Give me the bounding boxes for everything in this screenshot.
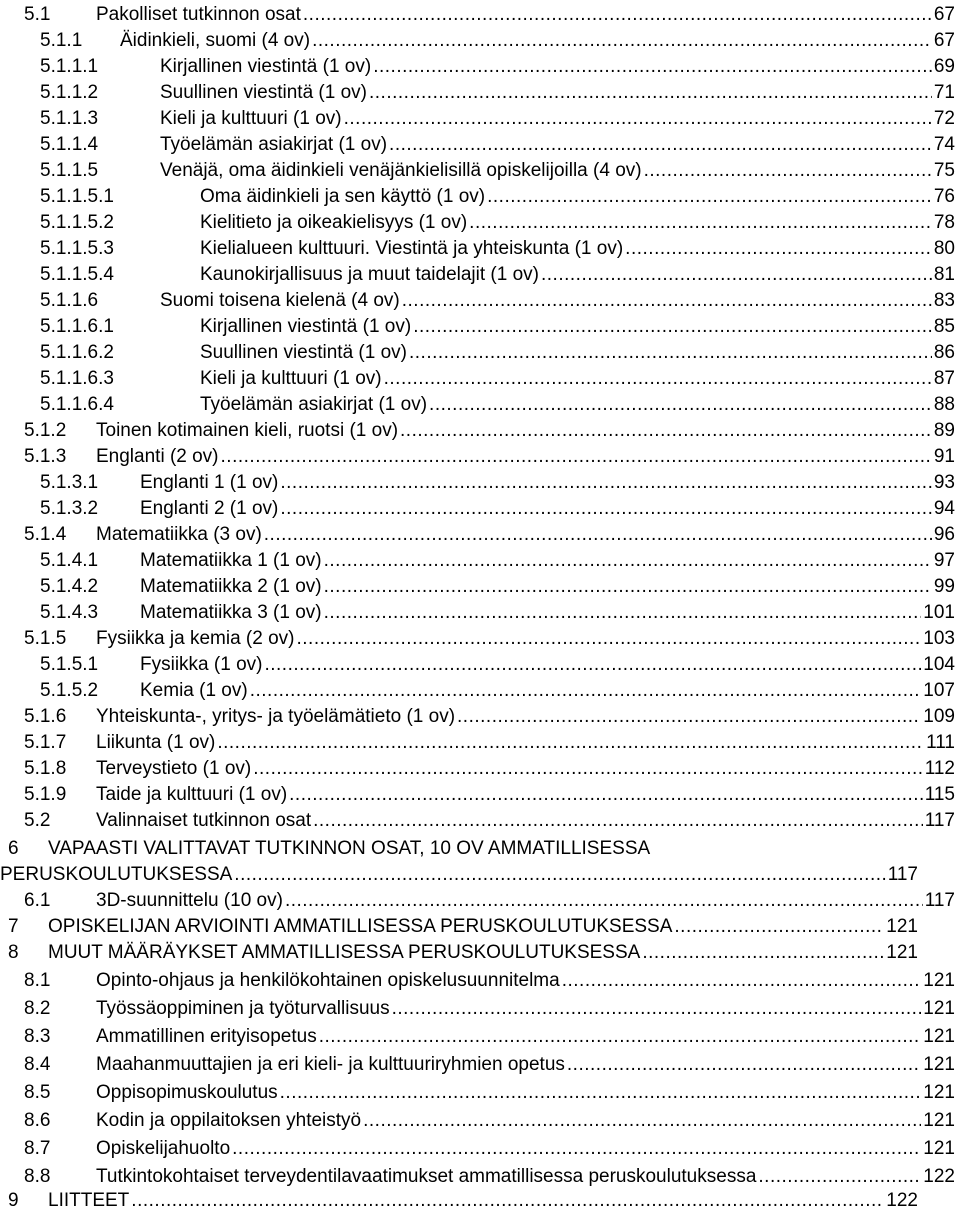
toc-entry-title: Kirjallinen viestintä (1 ov) [200, 316, 412, 337]
dot-leader [319, 1024, 922, 1050]
toc-entry-title: Englanti 1 (1 ov) [140, 472, 279, 493]
toc-entry-page-number: 93 [933, 472, 955, 493]
toc-entry-title: Oma äidinkieli ja sen käyttö (1 ov) [200, 186, 486, 207]
toc-entry-page-number: 99 [933, 576, 955, 597]
toc-entry-number: 5.2 [24, 810, 51, 831]
toc-entry-number: 8.1 [24, 970, 51, 991]
toc-entry[interactable] [0, 496, 955, 522]
toc-entry-page-number: 101 [923, 602, 955, 623]
dot-leader [402, 288, 932, 314]
toc-entry[interactable] [0, 836, 955, 862]
toc-entry-title: LIITTEET [48, 1190, 130, 1211]
toc-entry-page-number: 71 [933, 82, 955, 103]
toc-entry-number: 5.1.1.5.2 [40, 212, 114, 233]
dot-leader [541, 262, 932, 288]
toc-entry[interactable] [0, 1136, 955, 1162]
dot-leader [234, 862, 885, 888]
toc-entry[interactable] [0, 314, 955, 340]
dot-leader [221, 444, 932, 470]
toc-entry-number: 5.1.3 [24, 446, 67, 467]
toc-entry-number: 7 [8, 916, 19, 937]
dot-leader [674, 914, 884, 940]
toc-entry[interactable] [0, 940, 918, 966]
toc-entry-page-number: 121 [923, 970, 955, 991]
toc-entry[interactable] [0, 418, 955, 444]
toc-entry-number: 5.1.5.1 [40, 654, 99, 675]
toc-entry[interactable] [0, 548, 955, 574]
toc-entry-page-number: 122 [886, 1190, 918, 1211]
toc-entry-title: Ammatillinen erityisopetus [96, 1026, 317, 1047]
toc-entry-title: Kaunokirjallisuus ja muut taidelajit (1 ov) [200, 264, 539, 285]
toc-entry[interactable] [0, 132, 955, 158]
toc-entry-page-number: 121 [923, 998, 955, 1019]
dot-leader [232, 1136, 921, 1162]
toc-entry-title: PERUSKOULUTUKSESSA [0, 864, 233, 885]
dot-leader [250, 678, 922, 704]
toc-entry-page-number: 121 [923, 1082, 955, 1103]
toc-entry-page-number: 121 [886, 916, 918, 937]
toc-entry-page-number: 75 [933, 160, 955, 181]
toc-entry-number: 5.1.7 [24, 732, 67, 753]
toc-entry[interactable] [0, 184, 955, 210]
toc-entry-number: 5.1.1.1 [40, 56, 99, 77]
toc-entry-page-number: 109 [923, 706, 955, 727]
toc-entry-title: MUUT MÄÄRÄYKSET AMMATILLISESSA PERUSKOULUTUKSESSA [48, 942, 641, 963]
toc-entry-page-number: 69 [933, 56, 955, 77]
toc-entry[interactable] [0, 522, 955, 548]
dot-leader [389, 132, 932, 158]
toc-entry-page-number: 117 [887, 864, 918, 885]
toc-entry[interactable] [0, 366, 955, 392]
toc-entry-number: 5.1.8 [24, 758, 67, 779]
toc-entry-page-number: 78 [933, 212, 955, 233]
toc-entry-number: 6 [8, 838, 19, 859]
dot-leader [303, 2, 932, 28]
toc-entry-page-number: 80 [933, 238, 955, 259]
toc-entry-title: 3D-suunnittelu (10 ov) [96, 890, 283, 911]
toc-entry-page-number: 74 [933, 134, 955, 155]
toc-entry-title: Kieli ja kulttuuri (1 ov) [160, 108, 342, 129]
toc-entry-title: VAPAASTI VALITTAVAT TUTKINNON OSAT, 10 OV AMMATILLISESSA [48, 838, 651, 859]
toc-entry[interactable] [0, 968, 955, 994]
dot-leader [324, 574, 932, 600]
toc-entry-number: 5.1.1.5 [40, 160, 99, 181]
toc-entry[interactable] [0, 80, 955, 106]
dot-leader [457, 704, 921, 730]
toc-entry-number: 5.1.1.4 [40, 134, 99, 155]
toc-entry[interactable] [0, 54, 955, 80]
toc-entry-number: 5.1.6 [24, 706, 67, 727]
toc-entry-title: Työelämän asiakirjat (1 ov) [200, 394, 428, 415]
dot-leader [253, 756, 922, 782]
toc-entry-page-number: 83 [933, 290, 955, 311]
dot-leader [758, 1164, 921, 1190]
toc-entry-number: 5.1.1.5.3 [40, 238, 114, 259]
toc-entry-page-number: 121 [923, 1138, 955, 1159]
toc-entry[interactable] [0, 808, 955, 834]
toc-entry[interactable] [0, 392, 955, 418]
toc-entry-number: 5.1.3.1 [40, 472, 99, 493]
dot-leader [280, 1080, 922, 1106]
toc-entry-title: Kemia (1 ov) [140, 680, 248, 701]
toc-entry-number: 5.1.1.6.1 [40, 316, 114, 337]
toc-entry-page-number: 107 [923, 680, 955, 701]
toc-entry-page-number: 87 [933, 368, 955, 389]
dot-leader [264, 652, 921, 678]
toc-entry-page-number: 94 [933, 498, 955, 519]
toc-entry-title: Oppisopimuskoulutus [96, 1082, 278, 1103]
toc-entry[interactable] [0, 704, 955, 730]
toc-entry-title: Opiskelijahuolto [96, 1138, 231, 1159]
toc-entry-title: Suullinen viestintä (1 ov) [160, 82, 367, 103]
toc-entry-title: Kieli ja kulttuuri (1 ov) [200, 368, 382, 389]
toc-entry[interactable] [0, 888, 955, 914]
toc-entry-number: 8.6 [24, 1110, 51, 1131]
dot-leader [324, 548, 932, 574]
toc-entry-title: Työssäoppiminen ja työturvallisuus [96, 998, 390, 1019]
toc-entry[interactable] [0, 626, 955, 652]
dot-leader [264, 522, 932, 548]
toc-entry-number: 5.1 [24, 4, 51, 25]
toc-entry[interactable] [0, 1024, 955, 1050]
dot-leader [280, 470, 932, 496]
toc-entry-number: 5.1.1.2 [40, 82, 99, 103]
toc-entry[interactable] [0, 288, 955, 314]
toc-entry-page-number: 76 [933, 186, 955, 207]
toc-entry-title: Venäjä, oma äidinkieli venäjänkielisillä opiskelijoilla (4 ov) [160, 160, 642, 181]
toc-entry-page-number: 112 [924, 758, 955, 779]
toc-entry-title: Matematiikka (3 ov) [96, 524, 262, 545]
toc-entry[interactable] [0, 28, 955, 54]
toc-entry-number: 8.4 [24, 1054, 51, 1075]
toc-entry-page-number: 117 [924, 810, 955, 831]
toc-entry-number: 5.1.1.6.4 [40, 394, 114, 415]
toc-entry-title: Englanti (2 ov) [96, 446, 219, 467]
toc-entry[interactable] [0, 730, 955, 756]
dot-leader [562, 968, 922, 994]
toc-entry[interactable] [0, 236, 955, 262]
dot-leader [487, 184, 932, 210]
toc-entry-title: Tutkintokohtaiset terveydentilavaatimukset ammatillisessa peruskoulutuksessa [96, 1166, 757, 1187]
toc-entry-number: 5.1.1.6.2 [40, 342, 114, 363]
toc-entry-title: Liikunta (1 ov) [96, 732, 216, 753]
toc-entry-title: Äidinkieli, suomi (4 ov) [120, 30, 311, 51]
toc-entry[interactable] [0, 914, 918, 940]
dot-leader [369, 80, 932, 106]
toc-entry[interactable] [0, 1164, 955, 1190]
toc-entry-number: 5.1.5.2 [40, 680, 99, 701]
toc-entry-title: Kodin ja oppilaitoksen yhteistyö [96, 1110, 362, 1131]
toc-entry-page-number: 86 [933, 342, 955, 363]
toc-entry[interactable] [0, 444, 955, 470]
toc-entry-page-number: 91 [933, 446, 955, 467]
dot-leader [131, 1188, 884, 1214]
toc-entry-page-number: 67 [933, 30, 955, 51]
toc-entry-page-number: 97 [933, 550, 955, 571]
toc-entry[interactable] [0, 340, 955, 366]
toc-entry-number: 5.1.9 [24, 784, 67, 805]
dot-leader [392, 996, 922, 1022]
toc-entry[interactable] [0, 1108, 955, 1134]
toc-entry[interactable] [0, 1052, 955, 1078]
toc-entry[interactable] [0, 862, 918, 888]
dot-leader [344, 106, 932, 132]
dot-leader [625, 236, 932, 262]
dot-leader [469, 210, 932, 236]
toc-entry[interactable] [0, 106, 955, 132]
toc-entry[interactable] [0, 1080, 955, 1106]
toc-entry-number: 8.5 [24, 1082, 51, 1103]
dot-leader [313, 808, 923, 834]
toc-entry-page-number: 67 [933, 4, 955, 25]
toc-entry-number: 8.7 [24, 1138, 51, 1159]
toc-entry[interactable] [0, 1188, 918, 1214]
toc-entry-title: Pakolliset tutkinnon osat [96, 4, 301, 25]
toc-entry-title: Matematiikka 3 (1 ov) [140, 602, 322, 623]
toc-entry[interactable] [0, 600, 955, 626]
toc-entry-title: Englanti 2 (1 ov) [140, 498, 279, 519]
toc-entry-title: Työelämän asiakirjat (1 ov) [160, 134, 388, 155]
dot-leader [217, 730, 924, 756]
toc-entry-number: 5.1.4.1 [40, 550, 99, 571]
toc-entry-page-number: 111 [926, 732, 955, 753]
toc-entry-number: 5.1.1.5.1 [40, 186, 114, 207]
toc-entry-title: Fysiikka ja kemia (2 ov) [96, 628, 295, 649]
toc-entry-number: 8.8 [24, 1166, 51, 1187]
toc-entry-page-number: 88 [933, 394, 955, 415]
toc-entry[interactable] [0, 996, 955, 1022]
toc-entry[interactable] [0, 678, 955, 704]
toc-entry-page-number: 81 [933, 264, 955, 285]
toc-entry-number: 5.1.1 [40, 30, 83, 51]
toc-entry-number: 5.1.1.3 [40, 108, 99, 129]
toc-entry[interactable] [0, 158, 955, 184]
dot-leader [289, 782, 923, 808]
toc-entry-title: Kielitieto ja oikeakielisyys (1 ov) [200, 212, 468, 233]
toc-entry-title: OPISKELIJAN ARVIOINTI AMMATILLISESSA PERUSKOULUTUKSESSA [48, 916, 673, 937]
toc-entry-number: 5.1.1.6 [40, 290, 99, 311]
toc-entry-number: 5.1.3.2 [40, 498, 99, 519]
toc-entry-page-number: 96 [933, 524, 955, 545]
toc-entry-page-number: 89 [933, 420, 955, 441]
toc-entry-page-number: 72 [933, 108, 955, 129]
toc-entry-number: 5.1.5 [24, 628, 67, 649]
toc-entry-page-number: 115 [924, 784, 955, 805]
dot-leader [373, 54, 932, 80]
toc-entry-title: Matematiikka 2 (1 ov) [140, 576, 322, 597]
toc-entry-page-number: 85 [933, 316, 955, 337]
toc-entry-number: 8.3 [24, 1026, 51, 1047]
toc-entry-page-number: 121 [923, 1110, 955, 1131]
toc-entry-title: Matematiikka 1 (1 ov) [140, 550, 322, 571]
dot-leader [429, 392, 932, 418]
dot-leader [297, 626, 922, 652]
toc-entry-title: Taide ja kulttuuri (1 ov) [96, 784, 288, 805]
toc-entry-title: Suomi toisena kielenä (4 ov) [160, 290, 400, 311]
toc-entry-number: 9 [8, 1190, 19, 1211]
toc-entry-title: Kirjallinen viestintä (1 ov) [160, 56, 372, 77]
dot-leader [567, 1052, 921, 1078]
toc-entry[interactable] [0, 652, 955, 678]
toc-entry-number: 8 [8, 942, 19, 963]
dot-leader [280, 496, 932, 522]
toc-entry-title: Yhteiskunta-, yritys- ja työelämätieto (1 ov) [96, 706, 456, 727]
toc-entry-title: Fysiikka (1 ov) [140, 654, 263, 675]
dot-leader [384, 366, 932, 392]
toc-entry-number: 5.1.2 [24, 420, 67, 441]
toc-entry-page-number: 117 [924, 890, 955, 911]
dot-leader [312, 28, 932, 54]
dot-leader [413, 314, 932, 340]
toc-entry-number: 6.1 [24, 890, 51, 911]
toc-entry-page-number: 121 [886, 942, 918, 963]
toc-entry-page-number: 121 [923, 1026, 955, 1047]
dot-leader [409, 340, 932, 366]
toc-entry-page-number: 122 [923, 1166, 955, 1187]
toc-entry-title: Terveystieto (1 ov) [96, 758, 252, 779]
toc-entry-page-number: 103 [923, 628, 955, 649]
toc-entry[interactable] [0, 756, 955, 782]
toc-entry-number: 5.1.4.3 [40, 602, 99, 623]
toc-entry-title: Valinnaiset tutkinnon osat [96, 810, 312, 831]
dot-leader [285, 888, 923, 914]
toc-entry[interactable] [0, 470, 955, 496]
toc-entry[interactable] [0, 574, 955, 600]
toc-entry-page-number: 104 [923, 654, 955, 675]
toc-entry-title: Opinto-ohjaus ja henkilökohtainen opiskelusuunnitelma [96, 970, 560, 991]
toc-entry-number: 5.1.1.6.3 [40, 368, 114, 389]
dot-leader [400, 418, 932, 444]
toc-entry[interactable] [0, 210, 955, 236]
dot-leader [324, 600, 922, 626]
toc-entry-title: Suullinen viestintä (1 ov) [200, 342, 407, 363]
toc-entry[interactable] [0, 262, 955, 288]
toc-entry-title: Maahanmuuttajien ja eri kieli- ja kulttuuriryhmien opetus [96, 1054, 565, 1075]
toc-entry-title: Toinen kotimainen kieli, ruotsi (1 ov) [96, 420, 399, 441]
toc-entry-number: 5.1.4 [24, 524, 67, 545]
toc-entry[interactable] [0, 782, 955, 808]
toc-entry[interactable] [0, 2, 955, 28]
toc-entry-number: 5.1.4.2 [40, 576, 99, 597]
dot-leader [642, 940, 884, 966]
toc-entry-page-number: 121 [923, 1054, 955, 1075]
toc-entry-title: Kielialueen kulttuuri. Viestintä ja yhteiskunta (1 ov) [200, 238, 624, 259]
dot-leader [363, 1108, 921, 1134]
dot-leader [644, 158, 932, 184]
toc-entry-number: 5.1.1.5.4 [40, 264, 114, 285]
toc-entry-number: 8.2 [24, 998, 51, 1019]
